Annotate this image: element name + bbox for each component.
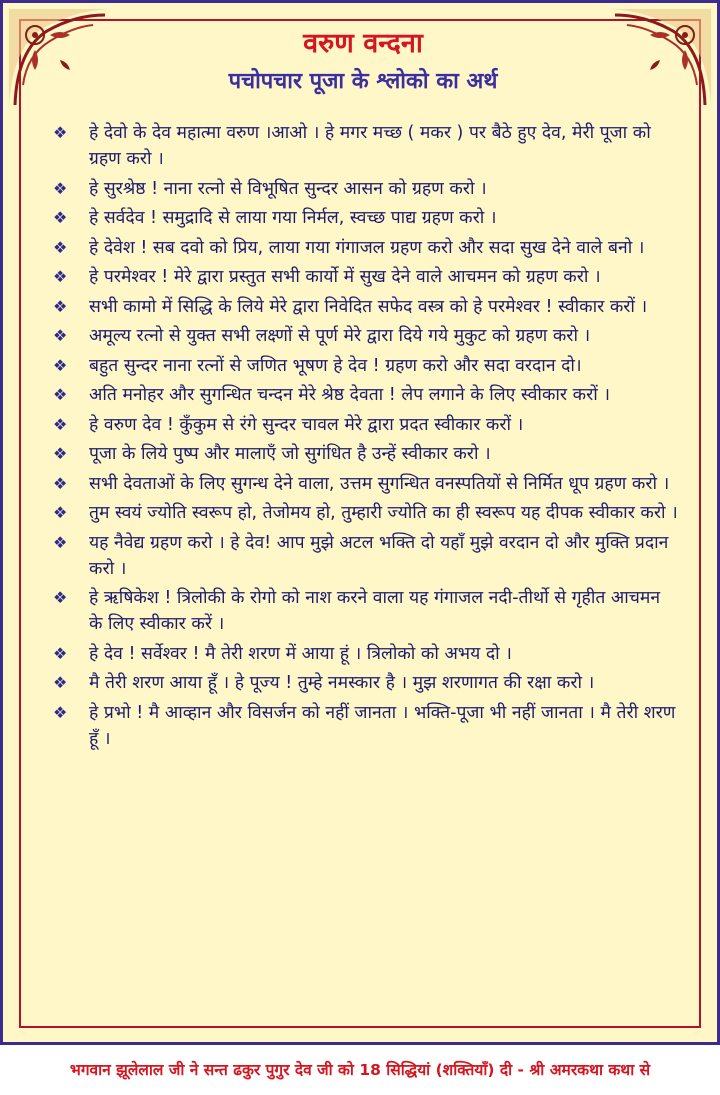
verse-text: हे देवेश ! सब दवो को प्रिय, लाया गया गंगाजल ग्रहण करो और सदा सुख देने वाले बनो । — [89, 237, 645, 258]
verse-text: तुम स्वयं ज्योति स्वरूप हो, तेजोमय हो, तुम्हारी ज्योति का ही स्वरूप यह दीपक स्वीकार करो । — [89, 503, 678, 523]
diamond-bullet-icon: ❖ — [53, 178, 68, 198]
diamond-bullet-icon: ❖ — [53, 267, 68, 286]
verse-item — [53, 382, 678, 408]
verse-item — [53, 323, 678, 349]
diamond-bullet-icon: ❖ — [53, 588, 68, 607]
verse-item — [53, 471, 678, 497]
verse-item — [53, 585, 678, 637]
diamond-bullet-icon: ❖ — [53, 643, 68, 663]
verse-item — [53, 412, 678, 438]
verse-text: हे सुरश्रेष्ठ ! नाना रत्नो से विभूषित सुन्दर आसन को ग्रहण करो । — [89, 178, 487, 199]
page-title: वरुण वन्दना — [303, 28, 423, 59]
diamond-bullet-icon: ❖ — [53, 208, 68, 227]
diamond-bullet-icon: ❖ — [53, 237, 68, 257]
verse-text: अति मनोहर और सुगन्धित चन्दन मेरे श्रेष्ठ देवता ! लेप लगाने के लिए स्वीकार करों । — [89, 385, 610, 405]
diamond-bullet-icon: ❖ — [53, 123, 68, 142]
verse-item — [53, 176, 678, 202]
verse-item — [53, 120, 678, 172]
verse-text: हे देवो के देव महात्मा वरुण ।आओ । हे मगर मच्छ ( मकर ) पर बैठे हुए देव, मेरी पूजा को ग्रहण करो । — [89, 123, 651, 169]
diamond-bullet-icon: ❖ — [53, 673, 68, 692]
page-subtitle: पचोपचार पूजा के श्लोको का अर्थ — [228, 69, 498, 94]
diamond-bullet-icon: ❖ — [53, 503, 68, 522]
verse-item — [53, 670, 678, 696]
verse-text: पूजा के लिये पुष्प और मालाएँ जो सुगंधित है उन्हें स्वीकार करो । — [89, 444, 491, 464]
verse-item — [53, 205, 678, 231]
verse-text: सभी कामो में सिद्धि के लिये मेरे द्वारा निवेदित सफेद वस्त्र को हे परमेश्वर ! स्वीकार करों । — [89, 296, 648, 317]
footer-caption: भगवान झूलेलाल जी ने सन्त ढकुर पुगुर देव जी को 18 सिद्धियां (शक्तियाँ) दी - श्री अमरकथा कथा से — [69, 1061, 651, 1079]
verse-item — [53, 294, 678, 320]
diamond-bullet-icon: ❖ — [53, 385, 68, 404]
verse-text: हे वरुण देव ! कुँकुम से रंगे सुन्दर चावल मेरे द्वारा प्रदत स्वीकार करों । — [89, 414, 524, 435]
verse-item — [53, 264, 678, 290]
diamond-bullet-icon: ❖ — [53, 326, 68, 345]
verse-text: हे प्रभो ! मै आव्हान और विसर्जन को नहीं जानता । भक्ति-पूजा भी नहीं जानता । मै तेरी शरण हूँ । — [89, 702, 676, 749]
verse-text: मै तेरी शरण आया हूँ । हे पूज्य ! तुम्हे नमस्कार है । मुझ शरणागत की रक्षा करो । — [89, 673, 595, 693]
diamond-bullet-icon: ❖ — [53, 414, 68, 434]
verse-item — [53, 235, 678, 261]
diamond-bullet-icon: ❖ — [53, 532, 68, 552]
verse-item — [53, 441, 678, 467]
diamond-bullet-icon: ❖ — [53, 355, 68, 375]
verse-item — [53, 641, 678, 667]
verse-text: सभी देवताओं के लिए सुगन्ध देने वाला, उत्तम सुगन्धित वनस्पतियों से निर्मित धूप ग्रहण करो । — [89, 473, 670, 494]
verse-text: यह नैवेद्य ग्रहण करो । हे देव! आप मुझे अटल भक्ति दो यहाँ मुझे वरदान दो और मुक्ति प्रदान करो । — [89, 532, 669, 579]
diamond-bullet-icon: ❖ — [53, 296, 68, 316]
verse-list — [53, 120, 678, 755]
verse-item — [53, 500, 678, 526]
verse-text: अमूल्य रत्नो से युक्त सभी लक्ष्णों से पूर्ण मेरे द्वारा दिये गये मुकुट को ग्रहण करो । — [89, 326, 591, 346]
verse-text: हे ऋषिकेश ! त्रिलोकी के रोगो को नाश करने वाला यह गंगाजल नदी-तीर्थो से गृहीत आचमन के लिए स्वीकार करें । — [89, 588, 661, 634]
verse-item — [53, 700, 678, 752]
verse-item — [53, 530, 678, 582]
verse-text: हे सर्वदेव ! समुद्रादि से लाया गया निर्मल, स्वच्छ पाद्य ग्रहण करो । — [89, 208, 497, 228]
diamond-bullet-icon: ❖ — [53, 702, 68, 722]
verse-text: हे परमेश्वर ! मेरे द्वारा प्रस्तुत सभी कार्यो में सुख देने वाले आचमन को ग्रहण करो । — [89, 267, 601, 287]
diamond-bullet-icon: ❖ — [53, 473, 68, 493]
verse-item — [53, 353, 678, 379]
diamond-bullet-icon: ❖ — [53, 444, 68, 463]
verse-text: हे देव ! सर्वेश्वर ! मै तेरी शरण में आया हूं । त्रिलोको को अभय दो । — [89, 643, 512, 664]
verse-text: बहुत सुन्दर नाना रत्नों से जणित भूषण हे देव ! ग्रहण करो और सदा वरदान दो। — [89, 355, 582, 376]
